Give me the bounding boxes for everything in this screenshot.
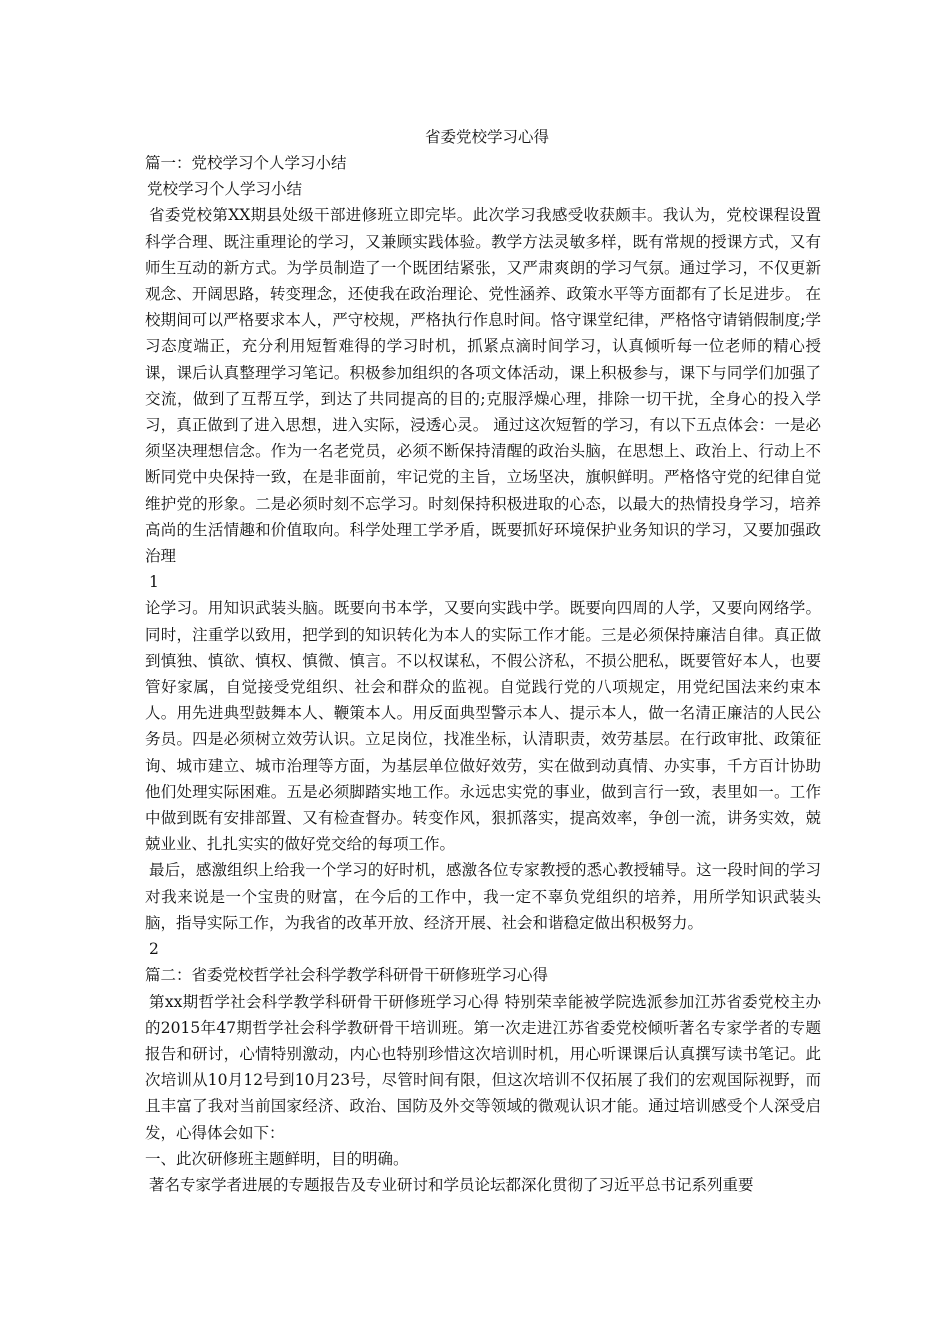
page-number-2: 2 — [149, 940, 159, 959]
section1-subheading: 党校学习个人学习小结 — [147, 180, 303, 199]
section2-paragraph-2: 著名专家学者进展的专题报告及专业研讨和学员论坛都深化贯彻了习近平总书记系列重要 — [149, 1175, 754, 1194]
section2-subheading-1: 一、此次研修班主题鲜明，目的明确。 — [145, 1149, 409, 1168]
document-title: 省委党校学习心得 — [424, 128, 549, 146]
section1-heading: 篇一：党校学习个人学习小结 — [145, 154, 347, 172]
section1-paragraph-1: 省委党校第XX期县处级干部进修班立即完毕。此次学习我感受收获颇丰。我认为，党校课程设置科学合理、既注重理论的学习，又兼顾实践体验。教学方法灵敏多样，既有常规的授课方式，又有师生互动的新方式。为学员制造了一个既团结紧张，又严肃爽朗的学习气氛。通过学习，不仅更新观念、开阔思路，转变理念，还使我在政治理论、党性涵养、政策水平等方面都有了长足进步。 在校期间可以严格要求本人，严守校规，严格执行作息时间。恪守课堂纪律，严格恪守请销假制度;学习态度端正，充分利用短暂难得的学习时机，抓紧点滴时间学习，认真倾听每一位老师的精心授课，课后认真整理学习笔记。积极参加组织的各项文体活动，课上积极参与，课下与同学们加强了交流，做到了互帮互学，到达了共同提高的目的;克服浮燥心理，排除一切干扰，全身心的投入学习，真正做到了进入思想，进入实际，浸透心灵。 通过这次短暂的学习，有以下五点体会：一是必须坚决理想信念。作为一名老党员，必须不断保持清醒的政治头脑，在思想上、政治上、行动上不断同党中央保持一致，在是非面前，牢记党的主旨，立场坚决，旗帜鲜明。严格恪守党的纪律自觉维护党的形象。二是必须时刻不忘学习。时刻保持积极进取的心态，以最大的热情投身学习，培养高尚的生活情趣和价值取向。科学处理工学矛盾，既要抓好环境保护业务知识的学习，又要加强政治理 — [145, 206, 821, 566]
section2-paragraph-1: 第xx期哲学社会科学教学科研骨干研修班学习心得 特别荣幸能被学院选派参加江苏省委党校主办的2015年47期哲学社会科学教研骨干培训班。第一次走进江苏省委党校倾听著名专家学者的专题报告和研讨，心情特别激动，内心也特别珍惜这次培训时机，用心听课课后认真撰写读书笔记。此次培训从10月12号到10月23号，尽管时间有限，但这次培训不仅拓展了我们的宏观国际视野，而且丰富了我对当前国家经济、政治、国防及外交等领域的微观认识才能。通过培训感受个人深受启发，心得体会如下： — [145, 992, 821, 1142]
section2-heading: 篇二：省委党校哲学社会科学教学科研骨干研修班学习心得 — [145, 966, 549, 985]
document-page — [145, 124, 821, 1198]
page-number-1: 1 — [149, 573, 159, 592]
section1-paragraph-3: 最后，感激组织上给我一个学习的好时机，感激各位专家教授的悉心教授辅导。这一段时间的学习对我来说是一个宝贵的财富，在今后的工作中，我一定不辜负党组织的培养，用所学知识武装头脑，指导实际工作，为我省的改革开放、经济开展、社会和谐稳定做出积极努力。 — [145, 861, 821, 932]
section1-paragraph-2: 论学习。用知识武装头脑。既要向书本学，又要向实践中学。既要向四周的人学，又要向网络学。同时，注重学以致用，把学到的知识转化为本人的实际工作才能。三是必须保持廉洁自律。真正做到慎独、慎欲、慎权、慎微、慎言。不以权谋私，不假公济私，不损公肥私，既要管好本人，也要管好家属，自觉接受党组织、社会和群众的监视。自觉践行党的八项规定，用党纪国法来约束本人。用先进典型鼓舞本人、鞭策本人。用反面典型警示本人、提示本人，做一名清正廉洁的人民公务员。四是必须树立效劳认识。立足岗位，找准坐标，认清职责，效劳基层。在行政审批、政策征询、城市建立、城市治理等方面，为基层单位做好效劳，实在做到动真情、办实事，千方百计协助他们处理实际困难。五是必须脚踏实地工作。永远忠实党的事业，做到言行一致，表里如一。工作中做到既有安排部置、又有检查督办。转变作风，狠抓落实，提高效率，争创一流，讲务实效，兢兢业业、扎扎实实的做好党交给的每项工作。 — [145, 599, 821, 854]
